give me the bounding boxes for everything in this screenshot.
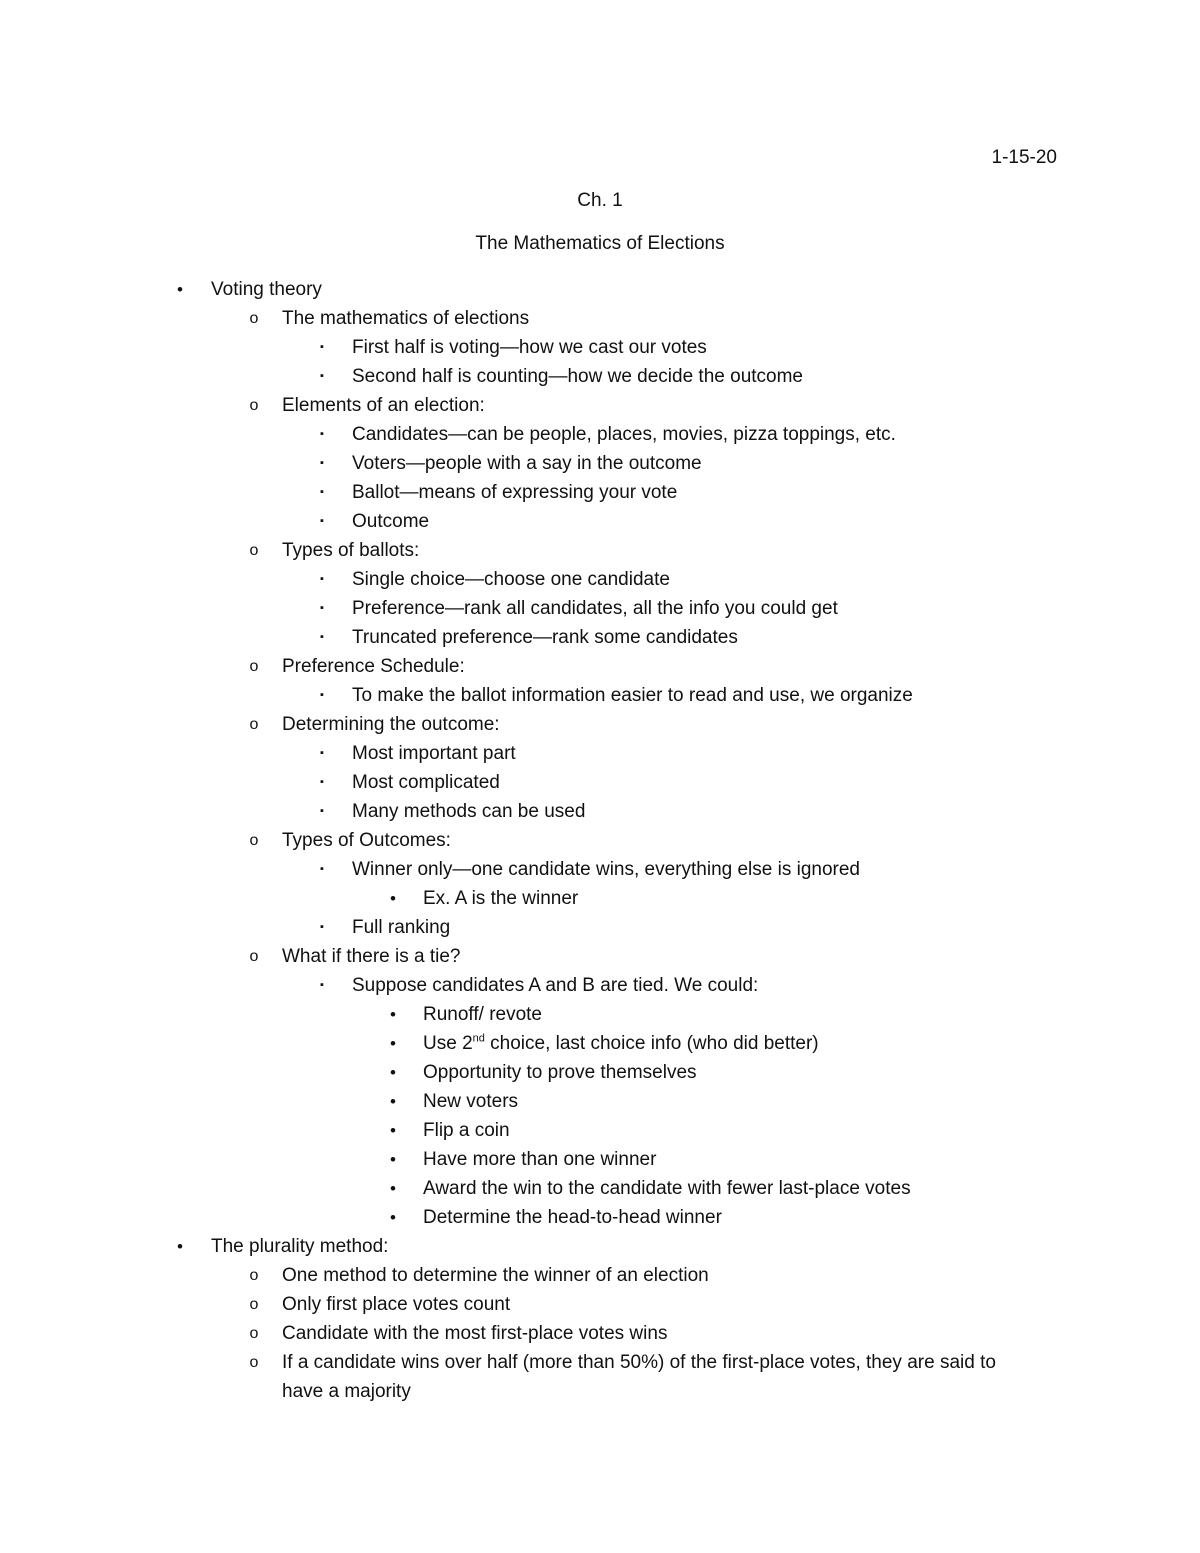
item-text: Preference—rank all candidates, all the info you could get — [352, 598, 838, 619]
list-item — [0, 826, 1200, 855]
bullet-marker: ▪ — [320, 921, 324, 933]
item-text: Determining the outcome: — [282, 714, 500, 735]
bullet-marker: o — [249, 832, 259, 849]
bullet-marker: • — [390, 889, 396, 908]
list-item — [0, 681, 1200, 710]
item-text: Second half is counting—how we decide the outcome — [352, 366, 803, 387]
bullet-marker: ▪ — [320, 602, 324, 614]
bullet-marker: ▪ — [320, 747, 324, 759]
bullet-marker: ▪ — [320, 573, 324, 585]
bullet-marker: • — [390, 1063, 396, 1082]
list-item — [0, 1261, 1200, 1290]
list-item — [0, 1145, 1200, 1174]
item-text: The plurality method: — [211, 1236, 389, 1257]
bullet-marker: • — [390, 1121, 396, 1140]
list-item — [0, 1232, 1200, 1261]
item-text: Winner only—one candidate wins, everything else is ignored — [352, 859, 860, 880]
bullet-marker: o — [249, 658, 259, 675]
item-text: The mathematics of elections — [282, 308, 530, 329]
item-text: Truncated preference—rank some candidates — [352, 627, 738, 648]
item-text: First half is voting—how we cast our votes — [352, 337, 707, 358]
bullet-marker: ▪ — [320, 631, 324, 643]
item-text: Runoff/ revote — [423, 1004, 543, 1025]
list-item — [0, 449, 1200, 478]
bullet-marker: ▪ — [320, 689, 324, 701]
item-text: Suppose candidates A and B are tied. We could: — [352, 975, 759, 996]
bullet-marker: ▪ — [320, 428, 324, 440]
list-item — [0, 1348, 1200, 1406]
list-item — [0, 304, 1200, 333]
item-text: Determine the head-to-head winner — [423, 1207, 722, 1228]
list-item — [0, 855, 1200, 884]
list-item — [0, 623, 1200, 652]
list-item — [0, 1319, 1200, 1348]
item-text: Types of Outcomes: — [282, 830, 451, 851]
item-text: Many methods can be used — [352, 801, 586, 822]
list-item — [0, 797, 1200, 826]
list-item — [0, 420, 1200, 449]
item-text: Full ranking — [352, 917, 451, 938]
list-item — [0, 768, 1200, 797]
item-text: Voting theory — [211, 279, 322, 300]
list-item — [0, 333, 1200, 362]
list-item — [0, 1203, 1200, 1232]
bullet-marker: ▪ — [320, 341, 324, 353]
bullet-marker: • — [390, 1034, 396, 1053]
bullet-marker: o — [249, 1296, 259, 1313]
item-text: Have more than one winner — [423, 1149, 657, 1170]
item-text: Opportunity to prove themselves — [423, 1062, 697, 1083]
item-text: Single choice—choose one candidate — [352, 569, 670, 590]
list-item — [0, 971, 1200, 1000]
list-item — [0, 739, 1200, 768]
item-text: New voters — [423, 1091, 519, 1112]
item-text: Voters—people with a say in the outcome — [352, 453, 702, 474]
bullet-marker: ▪ — [320, 370, 324, 382]
list-item — [0, 710, 1200, 739]
bullet-marker: ▪ — [320, 486, 324, 498]
bullet-marker: o — [249, 397, 259, 414]
list-item — [0, 1174, 1200, 1203]
item-text: Most important part — [352, 743, 516, 764]
item-text: Only first place votes count — [282, 1294, 511, 1315]
bullet-marker: • — [390, 1005, 396, 1024]
bullet-marker: • — [390, 1092, 396, 1111]
chapter-heading: Ch. 1 — [577, 190, 623, 211]
text-segment: choice, last choice info (who did better) — [484, 1033, 819, 1054]
item-text: Elements of an election: — [282, 395, 485, 416]
bullet-marker: o — [249, 310, 259, 327]
item-text: If a candidate wins over half (more than 50%) of the first-place votes, they are said to have a majority — [282, 1352, 996, 1402]
list-item — [0, 391, 1200, 420]
item-text: What if there is a tie? — [282, 946, 461, 967]
list-item — [0, 913, 1200, 942]
bullet-marker: o — [249, 948, 259, 965]
item-text: Types of ballots: — [282, 540, 420, 561]
list-item — [0, 1029, 1200, 1058]
bullet-marker: o — [249, 542, 259, 559]
bullet-marker: • — [390, 1179, 396, 1198]
bullet-marker: o — [249, 716, 259, 733]
list-item — [0, 942, 1200, 971]
list-item — [0, 565, 1200, 594]
list-item — [0, 362, 1200, 391]
item-text: Award the win to the candidate with fewer last-place votes — [423, 1178, 911, 1199]
item-text: Most complicated — [352, 772, 500, 793]
list-item — [0, 884, 1200, 913]
bullet-marker: • — [390, 1150, 396, 1169]
bullet-marker: ▪ — [320, 979, 324, 991]
superscript: nd — [472, 1032, 485, 1045]
item-text: One method to determine the winner of an election — [282, 1265, 709, 1286]
bullet-marker: ▪ — [320, 457, 324, 469]
bullet-marker: • — [177, 280, 183, 299]
bullet-marker: o — [249, 1267, 259, 1284]
bullet-marker: ▪ — [320, 805, 324, 817]
bullet-marker: ▪ — [320, 776, 324, 788]
list-item — [0, 536, 1200, 565]
list-item — [0, 478, 1200, 507]
bullet-marker: • — [177, 1237, 183, 1256]
item-text: To make the ballot information easier to read and use, we organize — [352, 685, 913, 706]
bullet-marker: ▪ — [320, 515, 324, 527]
item-text — [423, 1029, 819, 1058]
list-item — [0, 275, 1200, 304]
list-item — [0, 507, 1200, 536]
item-text: Ballot—means of expressing your vote — [352, 482, 678, 503]
bullet-marker: • — [390, 1208, 396, 1227]
list-item — [0, 594, 1200, 623]
date: 1-15-20 — [991, 147, 1057, 168]
item-text: Candidates—can be people, places, movies, pizza toppings, etc. — [352, 424, 896, 445]
list-item — [0, 1116, 1200, 1145]
item-text: Flip a coin — [423, 1120, 510, 1141]
bullet-marker: o — [249, 1354, 259, 1371]
text-segment: Use 2 — [423, 1033, 473, 1054]
item-text: Ex. A is the winner — [423, 888, 579, 909]
list-item — [0, 1000, 1200, 1029]
document-title: The Mathematics of Elections — [475, 233, 725, 254]
list-item — [0, 652, 1200, 681]
item-text: Candidate with the most first-place votes wins — [282, 1323, 668, 1344]
bullet-marker: ▪ — [320, 863, 324, 875]
bullet-marker: o — [249, 1325, 259, 1342]
list-item — [0, 1087, 1200, 1116]
item-text: Outcome — [352, 511, 430, 532]
notes-outline — [0, 275, 1200, 1406]
item-text: Preference Schedule: — [282, 656, 465, 677]
list-item — [0, 1290, 1200, 1319]
list-item — [0, 1058, 1200, 1087]
